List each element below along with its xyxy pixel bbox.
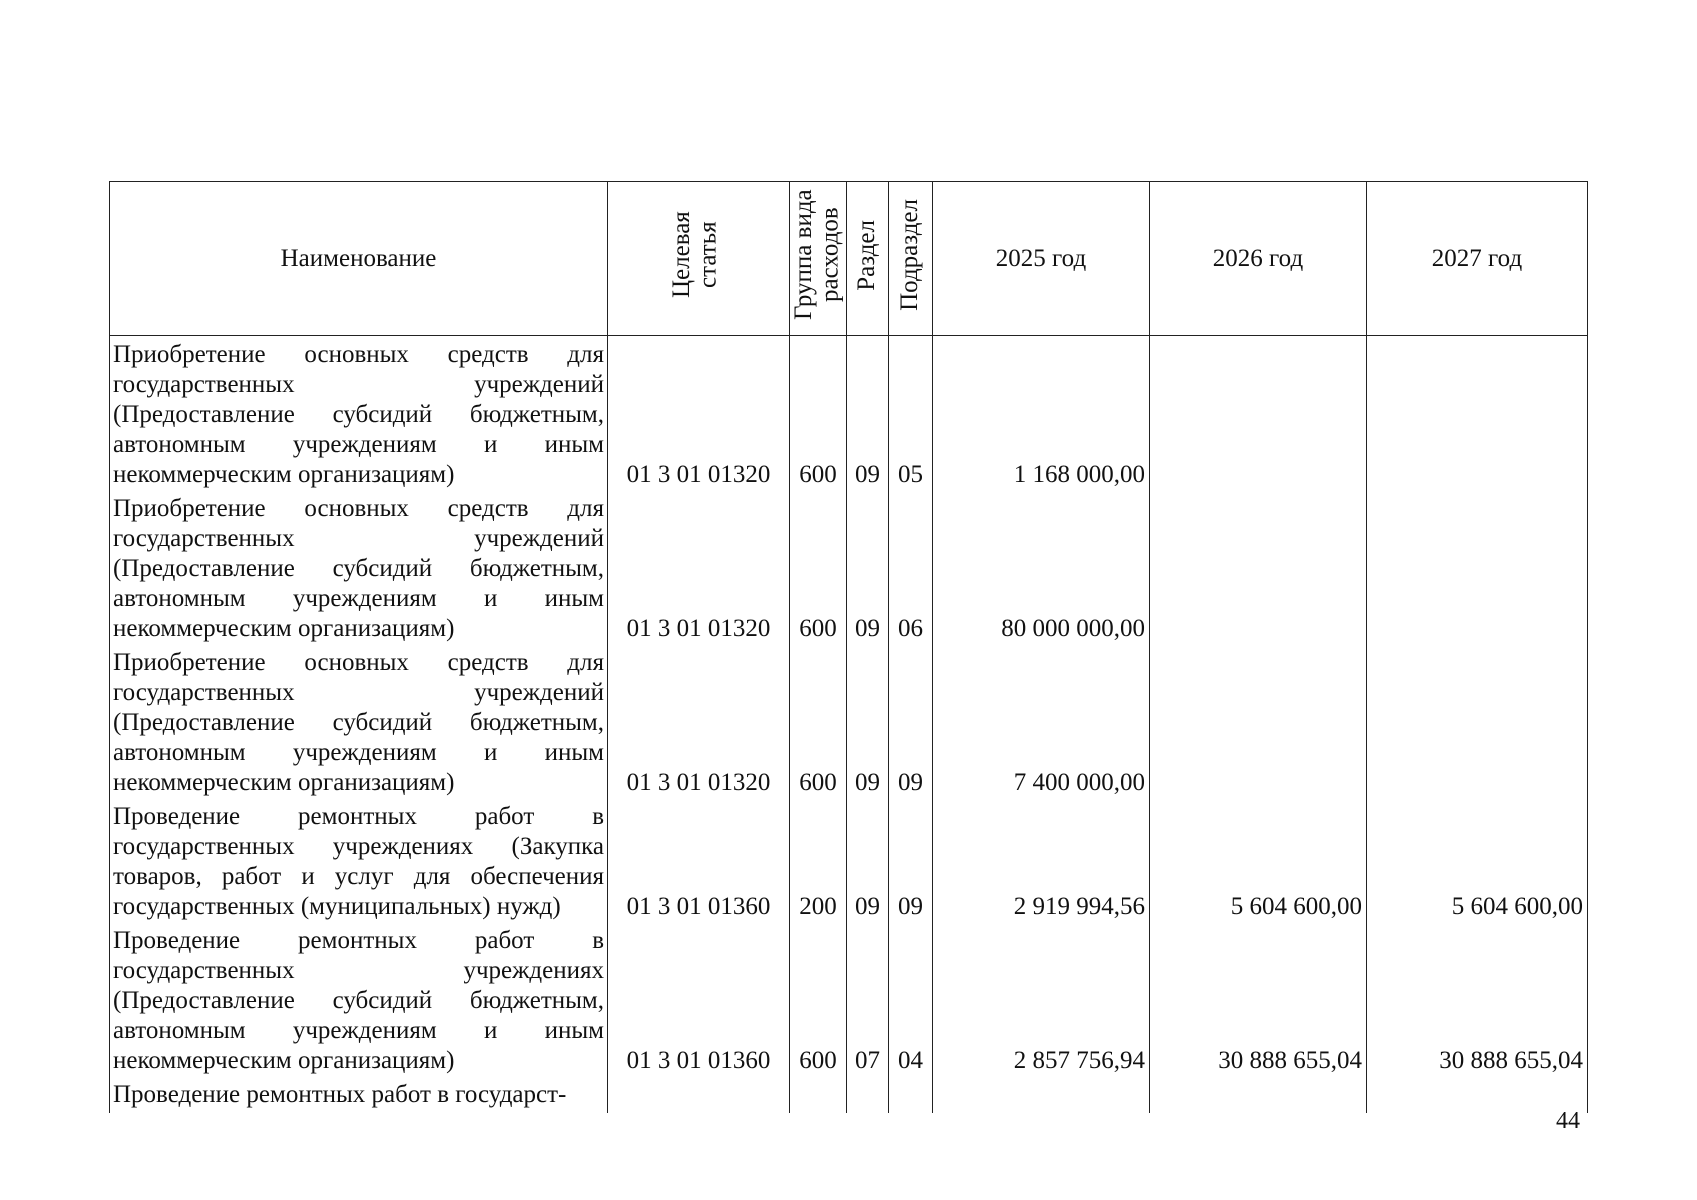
row-subsection: 09 bbox=[889, 644, 933, 798]
header-target: Целевая статья bbox=[608, 182, 790, 336]
row-2027 bbox=[1367, 1076, 1588, 1113]
row-name: Приобретение основных средств для государственных учреждений (Предоставление субсидий бюджетным, автономным учреждениям и иным некоммерческим организациям) bbox=[110, 490, 608, 644]
row-2027 bbox=[1367, 336, 1588, 491]
row-2025 bbox=[933, 1076, 1150, 1113]
row-subsection: 06 bbox=[889, 490, 933, 644]
row-2027 bbox=[1367, 644, 1588, 798]
header-group: Группа вида расходов bbox=[790, 182, 847, 336]
budget-table bbox=[109, 181, 1588, 1113]
row-2025: 80 000 000,00 bbox=[933, 490, 1150, 644]
row-subsection bbox=[889, 1076, 933, 1113]
table-row bbox=[110, 798, 1588, 922]
row-subsection: 05 bbox=[889, 336, 933, 491]
row-2026: 30 888 655,04 bbox=[1150, 922, 1367, 1076]
header-2025: 2025 год bbox=[933, 182, 1150, 336]
header-subsection: Подраздел bbox=[889, 182, 933, 336]
row-target: 01 3 01 01320 bbox=[608, 336, 790, 491]
row-target: 01 3 01 01360 bbox=[608, 922, 790, 1076]
row-name: Проведение ремонтных работ в государственных учреждениях (Закупка товаров, работ и услуг для обеспечения государственных (муниципальных) нужд) bbox=[110, 798, 608, 922]
row-section: 09 bbox=[847, 644, 889, 798]
row-section: 09 bbox=[847, 798, 889, 922]
row-2027: 30 888 655,04 bbox=[1367, 922, 1588, 1076]
row-subsection: 04 bbox=[889, 922, 933, 1076]
row-2026: 5 604 600,00 bbox=[1150, 798, 1367, 922]
row-name: Проведение ремонтных работ в государственных учреждениях (Предоставление субсидий бюджетным, автономным учреждениям и иным некоммерческим организациям) bbox=[110, 922, 608, 1076]
header-name: Наименование bbox=[110, 182, 608, 336]
row-2025: 2 857 756,94 bbox=[933, 922, 1150, 1076]
table-row bbox=[110, 1076, 1588, 1113]
row-2025: 2 919 994,56 bbox=[933, 798, 1150, 922]
row-2027 bbox=[1367, 490, 1588, 644]
row-group: 600 bbox=[790, 922, 847, 1076]
row-name: Приобретение основных средств для государственных учреждений (Предоставление субсидий бюджетным, автономным учреждениям и иным некоммерческим организациям) bbox=[110, 336, 608, 491]
row-2025: 7 400 000,00 bbox=[933, 644, 1150, 798]
row-subsection: 09 bbox=[889, 798, 933, 922]
row-group: 600 bbox=[790, 336, 847, 491]
table-row bbox=[110, 336, 1588, 491]
table-row bbox=[110, 922, 1588, 1076]
row-target bbox=[608, 1076, 790, 1113]
row-2026 bbox=[1150, 490, 1367, 644]
table-row bbox=[110, 644, 1588, 798]
row-2026 bbox=[1150, 336, 1367, 491]
row-2026 bbox=[1150, 644, 1367, 798]
row-group: 600 bbox=[790, 644, 847, 798]
row-section: 07 bbox=[847, 922, 889, 1076]
header-2027: 2027 год bbox=[1367, 182, 1588, 336]
header-section: Раздел bbox=[847, 182, 889, 336]
row-group: 600 bbox=[790, 490, 847, 644]
row-section: 09 bbox=[847, 490, 889, 644]
header-2026: 2026 год bbox=[1150, 182, 1367, 336]
row-group bbox=[790, 1076, 847, 1113]
row-2027: 5 604 600,00 bbox=[1367, 798, 1588, 922]
row-target: 01 3 01 01320 bbox=[608, 644, 790, 798]
row-name: Приобретение основных средств для государственных учреждений (Предоставление субсидий бюджетным, автономным учреждениям и иным некоммерческим организациям) bbox=[110, 644, 608, 798]
row-name: Проведение ремонтных работ в государст- bbox=[110, 1076, 608, 1113]
table-row bbox=[110, 490, 1588, 644]
header-row bbox=[110, 182, 1588, 336]
row-target: 01 3 01 01320 bbox=[608, 490, 790, 644]
page-number: 44 bbox=[1556, 1108, 1580, 1134]
row-group: 200 bbox=[790, 798, 847, 922]
row-target: 01 3 01 01360 bbox=[608, 798, 790, 922]
row-2025: 1 168 000,00 bbox=[933, 336, 1150, 491]
row-section bbox=[847, 1076, 889, 1113]
row-2026 bbox=[1150, 1076, 1367, 1113]
row-section: 09 bbox=[847, 336, 889, 491]
